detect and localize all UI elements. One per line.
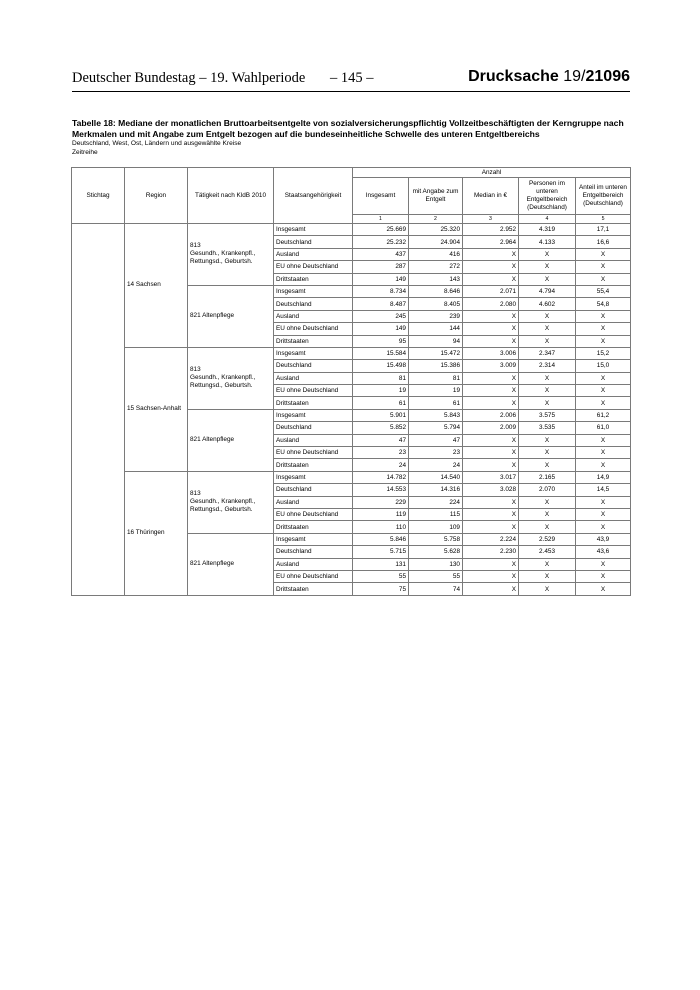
nationality-cell: Ausland <box>274 372 353 384</box>
value-cell: 245 <box>353 310 409 322</box>
value-cell: 437 <box>353 248 409 260</box>
nationality-cell: Drittstaaten <box>274 335 353 347</box>
value-cell: X <box>519 447 576 459</box>
value-cell: X <box>576 583 631 595</box>
value-cell: 47 <box>353 434 409 446</box>
value-cell: 4.319 <box>519 224 576 236</box>
value-cell: X <box>576 273 631 285</box>
nationality-cell: Drittstaaten <box>274 459 353 471</box>
value-cell: X <box>463 248 519 260</box>
value-cell: 3.009 <box>463 360 519 372</box>
value-cell: X <box>463 323 519 335</box>
value-cell: 5.794 <box>409 422 463 434</box>
header-rule <box>72 91 630 92</box>
col-number-3: 3 <box>463 215 519 224</box>
value-cell: X <box>576 397 631 409</box>
nationality-cell: EU ohne Deutschland <box>274 261 353 273</box>
value-cell: 5.715 <box>353 546 409 558</box>
region-cell: 16 Thüringen <box>125 471 188 595</box>
value-cell: X <box>519 496 576 508</box>
value-cell: 144 <box>409 323 463 335</box>
value-cell: 24 <box>353 459 409 471</box>
doc-number-bold: 21096 <box>585 68 630 85</box>
value-cell: 2.006 <box>463 409 519 421</box>
value-cell: 23 <box>353 447 409 459</box>
value-cell: 95 <box>353 335 409 347</box>
header-left: Deutscher Bundestag – 19. Wahlperiode <box>72 70 306 86</box>
col-median: Median in € <box>463 178 519 215</box>
value-cell: 16,6 <box>576 236 631 248</box>
value-cell: 224 <box>409 496 463 508</box>
value-cell: 109 <box>409 521 463 533</box>
value-cell: 8.734 <box>353 285 409 297</box>
value-cell: 3.028 <box>463 484 519 496</box>
doc-label: Drucksache <box>468 68 559 85</box>
occupation-cell: 821 Altenpflege <box>188 285 274 347</box>
value-cell: 55,4 <box>576 285 631 297</box>
value-cell: 25.232 <box>353 236 409 248</box>
value-cell: X <box>576 508 631 520</box>
value-cell: X <box>463 397 519 409</box>
page-number: – 145 – <box>330 70 374 86</box>
value-cell: X <box>463 273 519 285</box>
value-cell: 4.794 <box>519 285 576 297</box>
nationality-cell: Insgesamt <box>274 409 353 421</box>
value-cell: X <box>519 323 576 335</box>
table-row <box>72 224 631 236</box>
value-cell: 272 <box>409 261 463 273</box>
col-number-1: 1 <box>353 215 409 224</box>
value-cell: 14.782 <box>353 471 409 483</box>
value-cell: X <box>519 385 576 397</box>
value-cell: 229 <box>353 496 409 508</box>
value-cell: X <box>576 496 631 508</box>
value-cell: X <box>576 335 631 347</box>
value-cell: X <box>576 261 631 273</box>
value-cell: 94 <box>409 335 463 347</box>
value-cell: X <box>576 248 631 260</box>
value-cell: 25.669 <box>353 224 409 236</box>
page-header <box>72 70 630 92</box>
value-cell: X <box>463 521 519 533</box>
nationality-cell: Drittstaaten <box>274 583 353 595</box>
value-cell: 15,0 <box>576 360 631 372</box>
value-cell: 115 <box>409 508 463 520</box>
col-number-2: 2 <box>409 215 463 224</box>
nationality-cell: Deutschland <box>274 236 353 248</box>
value-cell: 119 <box>353 508 409 520</box>
value-cell: 5.852 <box>353 422 409 434</box>
table-row <box>72 471 631 483</box>
value-cell: 4.133 <box>519 236 576 248</box>
value-cell: 2.224 <box>463 533 519 545</box>
value-cell: X <box>576 558 631 570</box>
value-cell: X <box>576 459 631 471</box>
col-insgesamt: Insgesamt <box>353 178 409 215</box>
value-cell: X <box>463 261 519 273</box>
value-cell: 149 <box>353 323 409 335</box>
value-cell: 23 <box>409 447 463 459</box>
value-cell: 81 <box>409 372 463 384</box>
col-number-5: 5 <box>576 215 631 224</box>
value-cell: 55 <box>353 570 409 582</box>
value-cell: 19 <box>353 385 409 397</box>
value-cell: 14,5 <box>576 484 631 496</box>
region-cell: 14 Sachsen <box>125 224 188 348</box>
value-cell: 3.006 <box>463 347 519 359</box>
nationality-cell: Insgesamt <box>274 533 353 545</box>
col-personen: Personen im unteren Entgeltbereich (Deutschland) <box>519 178 576 215</box>
value-cell: 130 <box>409 558 463 570</box>
value-cell: 2.165 <box>519 471 576 483</box>
table-title: Tabelle 18: Mediane der monatlichen Bruttoarbeitsentgelte von sozialversicherungspflichtig Vollzeitbeschäftigten der Kerngruppe nach Merkmalen und mit Angabe zum Entgelt bezogen auf die bundeseinheitliche Schwelle des unteren Entgeltbereichs <box>72 118 624 139</box>
value-cell: 2.230 <box>463 546 519 558</box>
value-cell: 47 <box>409 434 463 446</box>
value-cell: 143 <box>409 273 463 285</box>
value-cell: X <box>576 323 631 335</box>
value-cell: X <box>519 248 576 260</box>
nationality-cell: Deutschland <box>274 422 353 434</box>
col-number-4: 4 <box>519 215 576 224</box>
value-cell: X <box>519 558 576 570</box>
value-cell: 61,2 <box>576 409 631 421</box>
value-cell: 131 <box>353 558 409 570</box>
value-cell: X <box>519 521 576 533</box>
value-cell: X <box>463 372 519 384</box>
occupation-cell: 813 Gesundh., Krankenpfl., Rettungsd., Geburtsh. <box>188 471 274 533</box>
value-cell: 14.540 <box>409 471 463 483</box>
col-region: Region <box>125 168 188 224</box>
value-cell: 2.964 <box>463 236 519 248</box>
value-cell: X <box>463 583 519 595</box>
occupation-cell: 821 Altenpflege <box>188 409 274 471</box>
value-cell: 2.071 <box>463 285 519 297</box>
value-cell: 2.070 <box>519 484 576 496</box>
value-cell: X <box>463 570 519 582</box>
value-cell: 75 <box>353 583 409 595</box>
value-cell: X <box>463 447 519 459</box>
nationality-cell: Insgesamt <box>274 347 353 359</box>
nationality-cell: Drittstaaten <box>274 397 353 409</box>
value-cell: 149 <box>353 273 409 285</box>
region-cell: 15 Sachsen-Anhalt <box>125 347 188 471</box>
value-cell: 416 <box>409 248 463 260</box>
value-cell: 19 <box>409 385 463 397</box>
value-cell: 14.316 <box>409 484 463 496</box>
value-cell: 15,2 <box>576 347 631 359</box>
value-cell: 3.017 <box>463 471 519 483</box>
occupation-cell: 821 Altenpflege <box>188 533 274 595</box>
nationality-cell: Insgesamt <box>274 471 353 483</box>
value-cell: 24 <box>409 459 463 471</box>
value-cell: 2.314 <box>519 360 576 372</box>
value-cell: 55 <box>409 570 463 582</box>
doc-number-plain: 19/ <box>558 68 586 85</box>
value-cell: 110 <box>353 521 409 533</box>
value-cell: 2.080 <box>463 298 519 310</box>
value-cell: X <box>463 496 519 508</box>
nationality-cell: Ausland <box>274 310 353 322</box>
value-cell: 61 <box>353 397 409 409</box>
value-cell: 61,0 <box>576 422 631 434</box>
nationality-cell: Deutschland <box>274 546 353 558</box>
col-stichtag: Stichtag <box>72 168 125 224</box>
value-cell: 2.529 <box>519 533 576 545</box>
value-cell: 4.602 <box>519 298 576 310</box>
value-cell: X <box>519 459 576 471</box>
value-cell: X <box>519 261 576 273</box>
value-cell: X <box>463 434 519 446</box>
nationality-cell: Ausland <box>274 434 353 446</box>
value-cell: X <box>519 372 576 384</box>
value-cell: X <box>463 459 519 471</box>
nationality-cell: EU ohne Deutschland <box>274 570 353 582</box>
value-cell: 8.405 <box>409 298 463 310</box>
col-anzahl: Anzahl <box>353 168 631 178</box>
value-cell: 54,8 <box>576 298 631 310</box>
nationality-cell: Insgesamt <box>274 224 353 236</box>
value-cell: X <box>519 570 576 582</box>
nationality-cell: Ausland <box>274 248 353 260</box>
value-cell: X <box>519 508 576 520</box>
nationality-cell: EU ohne Deutschland <box>274 323 353 335</box>
col-staat: Staatsangehörigkeit <box>274 168 353 224</box>
value-cell: X <box>576 447 631 459</box>
value-cell: 239 <box>409 310 463 322</box>
value-cell: 14,9 <box>576 471 631 483</box>
value-cell: 17,1 <box>576 224 631 236</box>
value-cell: 8.487 <box>353 298 409 310</box>
value-cell: 8.646 <box>409 285 463 297</box>
value-cell: 2.952 <box>463 224 519 236</box>
nationality-cell: Deutschland <box>274 298 353 310</box>
nationality-cell: Insgesamt <box>274 285 353 297</box>
value-cell: 15.498 <box>353 360 409 372</box>
table-body <box>72 224 631 596</box>
nationality-cell: EU ohne Deutschland <box>274 385 353 397</box>
col-taetigkeit: Tätigkeit nach KldB 2010 <box>188 168 274 224</box>
value-cell: 15.472 <box>409 347 463 359</box>
value-cell: 14.553 <box>353 484 409 496</box>
table-subtitle: Deutschland, West, Ost, Ländern und ausgewählte Kreise <box>72 140 242 147</box>
value-cell: X <box>463 310 519 322</box>
value-cell: 2.009 <box>463 422 519 434</box>
occupation-cell: 813 Gesundh., Krankenpfl., Rettungsd., Geburtsh. <box>188 224 274 286</box>
value-cell: 15.584 <box>353 347 409 359</box>
nationality-cell: Deutschland <box>274 360 353 372</box>
value-cell: 3.575 <box>519 409 576 421</box>
value-cell: 5.628 <box>409 546 463 558</box>
value-cell: X <box>519 273 576 285</box>
table-subtitle-2: Zeitreihe <box>72 149 98 156</box>
nationality-cell: Drittstaaten <box>274 521 353 533</box>
nationality-cell: EU ohne Deutschland <box>274 508 353 520</box>
value-cell: X <box>463 508 519 520</box>
value-cell: 43,9 <box>576 533 631 545</box>
nationality-cell: Ausland <box>274 496 353 508</box>
document-number <box>468 68 630 86</box>
value-cell: X <box>519 434 576 446</box>
value-cell: X <box>519 583 576 595</box>
stichtag-cell <box>72 224 125 596</box>
value-cell: X <box>576 434 631 446</box>
value-cell: X <box>463 558 519 570</box>
value-cell: X <box>576 372 631 384</box>
value-cell: 5.846 <box>353 533 409 545</box>
value-cell: 5.901 <box>353 409 409 421</box>
value-cell: 2.453 <box>519 546 576 558</box>
value-cell: X <box>576 310 631 322</box>
nationality-cell: Drittstaaten <box>274 273 353 285</box>
value-cell: X <box>463 335 519 347</box>
value-cell: X <box>463 385 519 397</box>
value-cell: 5.758 <box>409 533 463 545</box>
value-cell: 81 <box>353 372 409 384</box>
value-cell: X <box>519 335 576 347</box>
value-cell: 25.320 <box>409 224 463 236</box>
value-cell: X <box>576 385 631 397</box>
nationality-cell: Ausland <box>274 558 353 570</box>
value-cell: X <box>576 570 631 582</box>
table-row <box>72 347 631 359</box>
value-cell: X <box>576 521 631 533</box>
value-cell: 61 <box>409 397 463 409</box>
nationality-cell: EU ohne Deutschland <box>274 447 353 459</box>
value-cell: 2.347 <box>519 347 576 359</box>
nationality-cell: Deutschland <box>274 484 353 496</box>
occupation-cell: 813 Gesundh., Krankenpfl., Rettungsd., Geburtsh. <box>188 347 274 409</box>
value-cell: 3.535 <box>519 422 576 434</box>
data-table <box>71 167 631 596</box>
value-cell: 5.843 <box>409 409 463 421</box>
value-cell: 24.904 <box>409 236 463 248</box>
value-cell: 43,6 <box>576 546 631 558</box>
value-cell: 287 <box>353 261 409 273</box>
value-cell: 74 <box>409 583 463 595</box>
col-mit-angabe: mit Angabe zum Entgelt <box>409 178 463 215</box>
value-cell: 15.386 <box>409 360 463 372</box>
col-anteil: Anteil im unteren Entgeltbereich (Deutschland) <box>576 178 631 215</box>
value-cell: X <box>519 310 576 322</box>
value-cell: X <box>519 397 576 409</box>
